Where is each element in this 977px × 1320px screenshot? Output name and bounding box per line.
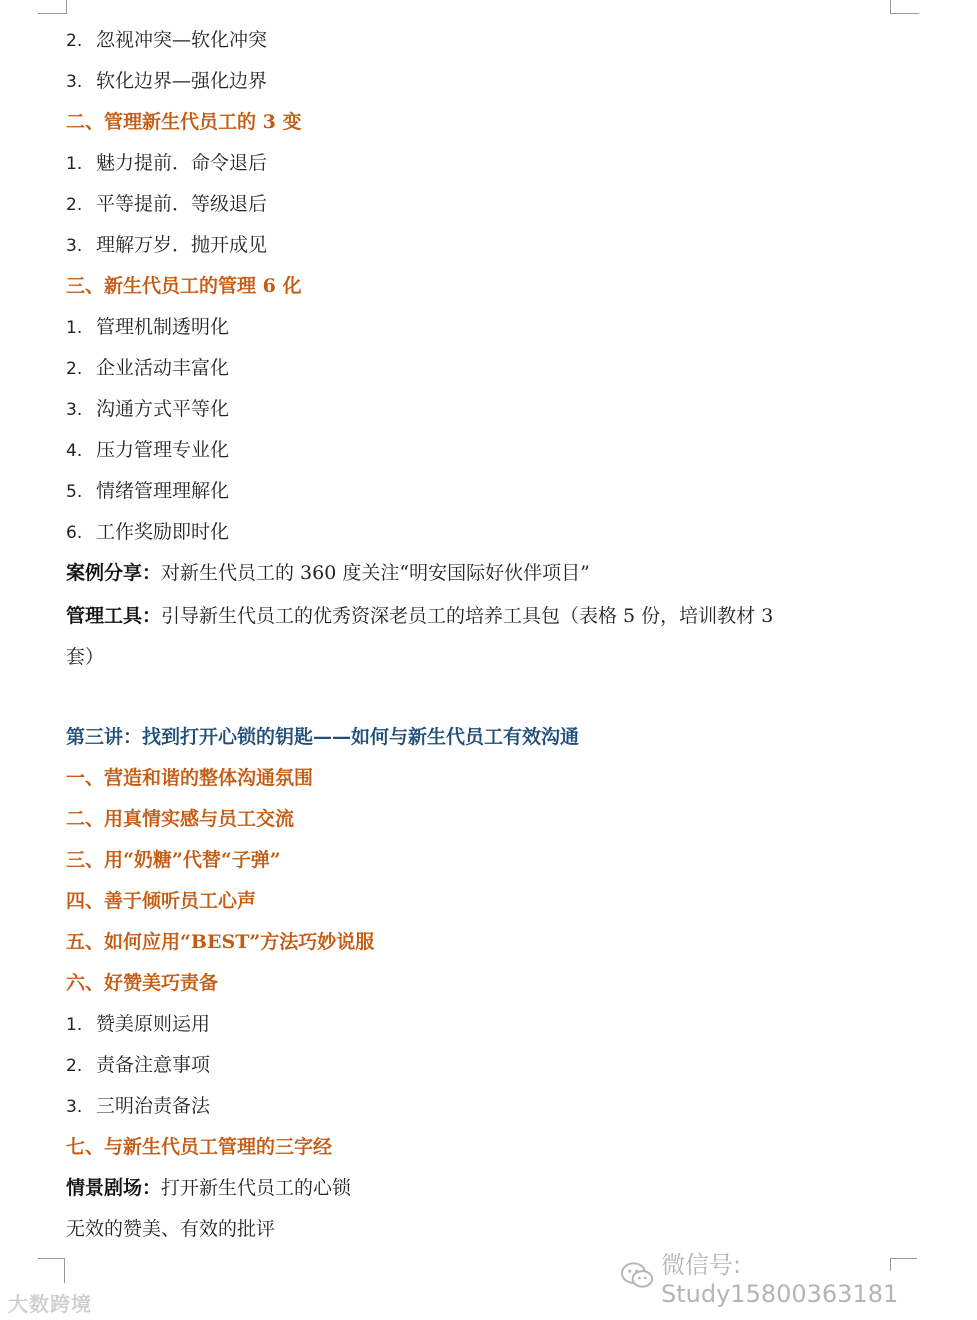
list-text: 情绪管理理解化 <box>96 480 230 502</box>
list-number: 4. <box>66 441 83 461</box>
list-number: 3. <box>66 236 83 256</box>
list-text: 三明治责备法 <box>96 1095 211 1117</box>
list-item <box>66 186 826 227</box>
list-text: 理解万岁．抛开成见 <box>96 234 268 256</box>
lecture-title: 第三讲：找到打开心锁的钥匙——如何与新生代员工有效沟通 <box>66 726 580 748</box>
crop-mark-top-left <box>38 0 67 14</box>
list-text: 软化边界—强化边界 <box>96 70 268 92</box>
list-text: 管理机制透明化 <box>96 316 230 338</box>
list-item <box>66 391 826 432</box>
section-heading: 七、与新生代员工管理的三字经 <box>66 1136 333 1158</box>
list-text: 责备注意事项 <box>96 1054 211 1076</box>
paragraph-label: 管理工具： <box>66 605 162 627</box>
labeled-paragraph <box>66 1170 826 1211</box>
list-number: 5. <box>66 482 83 502</box>
labeled-paragraph <box>66 555 826 596</box>
list-item <box>66 22 826 63</box>
list-text: 平等提前．等级退后 <box>96 193 268 215</box>
section-heading: 五、如何应用“BEST”方法巧妙说服 <box>66 931 375 953</box>
paragraph-text: 对新生代员工的 360 度关注“明安国际好伙伴项目” <box>161 562 590 584</box>
list-text: 忽视冲突—软化冲突 <box>96 29 268 51</box>
labeled-paragraph <box>66 596 806 678</box>
paragraph-label: 案例分享： <box>66 562 162 584</box>
list-number: 3. <box>66 72 83 92</box>
crop-mark-bottom-left <box>38 1258 65 1283</box>
list-number: 1. <box>66 1015 83 1035</box>
list-item <box>66 1047 826 1088</box>
list-text: 企业活动丰富化 <box>96 357 230 379</box>
wechat-icon <box>620 1260 655 1292</box>
list-item <box>66 432 826 473</box>
document-body <box>66 22 826 1252</box>
list-item <box>66 145 826 186</box>
list-number: 2. <box>66 1056 83 1076</box>
list-number: 3. <box>66 400 83 420</box>
list-number: 3. <box>66 1097 83 1117</box>
crop-mark-top-right <box>890 0 919 14</box>
list-item <box>66 63 826 104</box>
watermark-left: 大数跨境 <box>8 1292 92 1316</box>
list-item <box>66 514 826 555</box>
list-number: 2. <box>66 195 83 215</box>
list-text: 魅力提前．命令退后 <box>96 152 268 174</box>
list-item <box>66 227 826 268</box>
section-heading: 三、新生代员工的管理 6 化 <box>66 275 302 297</box>
section-heading: 四、善于倾听员工心声 <box>66 890 257 912</box>
list-text: 沟通方式平等化 <box>96 398 230 420</box>
watermark-right-text: 微信号: Study15800363181 <box>661 1250 899 1308</box>
list-item <box>66 1006 826 1047</box>
watermark-right <box>620 1250 977 1308</box>
list-text: 工作奖励即时化 <box>96 521 230 543</box>
list-item <box>66 350 826 391</box>
list-number: 6. <box>66 523 83 543</box>
list-number: 2. <box>66 359 83 379</box>
list-item <box>66 309 826 350</box>
section-heading: 二、管理新生代员工的 3 变 <box>66 111 302 133</box>
paragraph-label: 情景剧场： <box>66 1177 162 1199</box>
paragraph-text: 引导新生代员工的优秀资深老员工的培养工具包（表格 5 份，培训教材 3 套） <box>66 605 774 668</box>
blank-line <box>66 678 826 719</box>
section-heading: 三、用“奶糖”代替“子弹” <box>66 849 281 871</box>
list-number: 1. <box>66 318 83 338</box>
section-heading: 一、营造和谐的整体沟通氛围 <box>66 767 314 789</box>
list-text: 赞美原则运用 <box>96 1013 211 1035</box>
paragraph-text: 打开新生代员工的心锁 <box>161 1177 352 1199</box>
paragraph: 无效的赞美、有效的批评 <box>66 1218 276 1240</box>
list-item <box>66 1088 826 1129</box>
list-number: 1. <box>66 154 83 174</box>
list-text: 压力管理专业化 <box>96 439 230 461</box>
section-heading: 六、好赞美巧责备 <box>66 972 219 994</box>
list-number: 2. <box>66 31 83 51</box>
list-item <box>66 473 826 514</box>
section-heading: 二、用真情实感与员工交流 <box>66 808 295 830</box>
